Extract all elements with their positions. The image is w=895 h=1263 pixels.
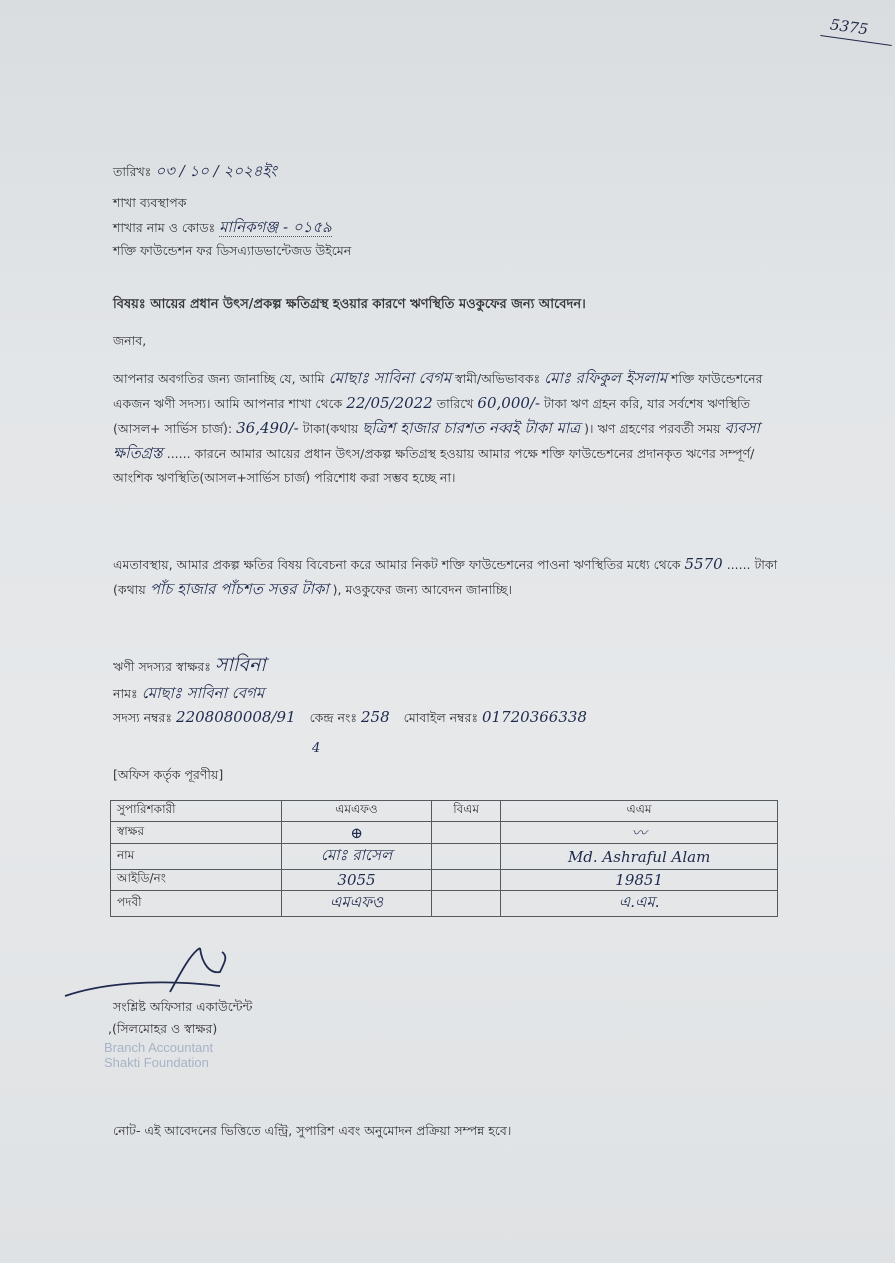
manager-line: শাখা ব্যবস্থাপক (113, 195, 187, 210)
office-use-label: [অফিস কর্তৃক পূরণীয়] (113, 767, 224, 782)
center-label: কেন্দ্র নংঃ (309, 710, 358, 725)
date-line (113, 162, 277, 181)
table-cell: মোঃ রাসেল (282, 844, 432, 870)
corner-number: 5375 (828, 15, 870, 39)
sig-label: ঋণী সদস্যর স্বাক্ষরঃ (113, 659, 211, 674)
signature-mark: 〰 (631, 824, 647, 842)
p1-text-5: টাকা ঋণ গ্রহন করি, যার সর্বশেষ ঋণস্থিতি (আসল+ সার্ভিস চার্জ): (113, 396, 751, 436)
p1-text-8: ...... কারনে আমার আয়ের প্রধান উৎস/প্রকল্প ক্ষতিগ্রস্থ হওয়ায় আমার পক্ষে শক্তি ফাউন্ডেশনের প্রদানকৃত ঋণের সম্পূর্ণ/আংশিক ঋণস্থিতি(আসল+সার্ভিস চার্জ) পরিশোধ করা সম্ভব হচ্ছে না। (113, 446, 755, 485)
member-info-line (113, 708, 587, 727)
table-header-cell: এএম (501, 801, 778, 822)
name-label: নামঃ (113, 686, 138, 701)
row-label: পদবী (111, 891, 282, 917)
table-cell: Md. Ashraful Alam (501, 844, 778, 870)
stamp-line: Branch Accountant (104, 1040, 214, 1055)
table-cell (432, 870, 501, 891)
table-cell: 19851 (501, 870, 778, 891)
stamp-line: Shakti Foundation (104, 1055, 209, 1070)
table-row (111, 870, 778, 891)
p1-text-2: স্বামী/অভিভাবকঃ (455, 371, 541, 386)
p2-text-1: এমতাবস্থায়, আমার প্রকল্প ক্ষতির বিষয় বিবেচনা করে আমার নিকট শক্তি ফাউন্ডেশনের পাওনা ঋণস্থিতির মধ্যে থেকে (113, 557, 681, 572)
table-header-cell: এমএফও (282, 801, 432, 822)
mobile-no-hw: 01720366338 (481, 708, 587, 726)
table-cell (432, 844, 501, 870)
loan-date-hw: 22/05/2022 (346, 394, 433, 412)
table-header-row (111, 801, 778, 822)
accountant-note: ,(সিলমোহর ও স্বাক্ষর) (108, 1021, 218, 1036)
branch-value: মানিকগঞ্জ - ০১৫৯ (219, 218, 332, 236)
table-cell: এ.এম. (501, 891, 778, 917)
footer-note: নোট- এই আবেদনের ভিত্তিতে এন্ট্রি, সুপারিশ এবং অনুমোদন প্রক্রিয়া সম্পন্ন হবে। (113, 1123, 512, 1138)
accountant-signature (60, 944, 230, 1006)
table-row (111, 822, 778, 844)
waive-amount-hw: 5570 (684, 555, 723, 573)
faded-seal-stamp (104, 1040, 213, 1070)
member-no-hw: 2208080008/91 (176, 708, 296, 726)
accountant-title: সংশ্লিষ্ট অফিসার একাউন্টেন্ট (113, 999, 253, 1014)
am-signature-cell (501, 822, 778, 844)
loan-amount-hw: 60,000/- (477, 394, 541, 412)
member-name-hw: মোছাঃ সাবিনা বেগম (328, 369, 452, 387)
mobile-label: মোবাইল নম্বরঃ (403, 710, 478, 725)
waive-words-hw: পাঁচ হাজার পাঁচশত সত্তর টাকা (149, 580, 329, 598)
salutation: জনাব, (113, 333, 147, 348)
approval-table (110, 800, 778, 917)
table-cell: এমএফও (282, 891, 432, 917)
p1-text-4: তারিখে (436, 396, 474, 411)
applicant-name-line (113, 684, 264, 703)
branch-line (113, 218, 332, 237)
mfo-signature-cell (282, 822, 432, 844)
applicant-signature: সাবিনা (214, 654, 266, 676)
row-label: স্বাক্ষর (111, 822, 282, 844)
table-cell: 3055 (282, 870, 432, 891)
table-cell (432, 891, 501, 917)
branch-label: শাখার নাম ও কোডঃ (113, 220, 216, 235)
date-label: তারিখঃ (113, 164, 152, 179)
body-paragraph-1 (113, 366, 785, 490)
center-no-hw: 258 (361, 708, 390, 726)
body-paragraph-2 (113, 552, 785, 602)
date-value: ০৩ / ১০ / ২০২৪ইং (155, 162, 277, 180)
balance-hw: 36,490/- (236, 419, 299, 437)
p1-text-1: আপনার অবগতির জন্য জানাচ্ছি যে, আমি (113, 371, 325, 386)
bm-signature-cell (432, 822, 501, 844)
table-row (111, 844, 778, 870)
p1-text-3: শক্তি ফাউন্ডেশনের একজন ঋণী সদস্য। আমি আপনার শাখা থেকে (113, 371, 763, 411)
reason-hw: ব্যবসা ক্ষতিগ্রস্ত (113, 419, 760, 462)
member-no-label: সদস্য নম্বরঃ (113, 710, 173, 725)
row-label: নাম (111, 844, 282, 870)
p1-text-6: টাকা(কথায় (302, 421, 359, 436)
guardian-name-hw: মোঃ রফিকুল ইসলাম (544, 369, 668, 387)
row-label: আইডি/নং (111, 870, 282, 891)
table-header-cell: বিএম (432, 801, 501, 822)
p2-text-3: ), মওকুফের জন্য আবেদন জানাচ্ছি। (332, 582, 512, 597)
applicant-name-hw: মোছাঃ সাবিনা বেগম (141, 684, 265, 702)
org-unit-line: শক্তি ফাউন্ডেশন ফর ডিসএ্যাডভান্টেজড উইমেন (113, 243, 352, 258)
member-no-extra: 4 (312, 741, 321, 756)
table-row (111, 891, 778, 917)
balance-words-hw: ছত্রিশ হাজার চারশত নব্বই টাকা মাত্র (362, 419, 581, 437)
applicant-signature-line (113, 656, 266, 676)
signature-mark: ⊕ (350, 823, 363, 842)
p2-text-2: ...... টাকা (কথায় (113, 557, 778, 597)
table-header-cell: সুপারিশকারী (111, 801, 282, 822)
subject-line: বিষয়ঃ আয়ের প্রধান উৎস/প্রকল্প ক্ষতিগ্রস্থ হওয়ার কারণে ঋণস্থিতি মওকুফের জন্য আবেদন। (113, 297, 586, 312)
p1-text-7: )। ঋণ গ্রহণের পরবর্তী সময় (584, 421, 721, 436)
